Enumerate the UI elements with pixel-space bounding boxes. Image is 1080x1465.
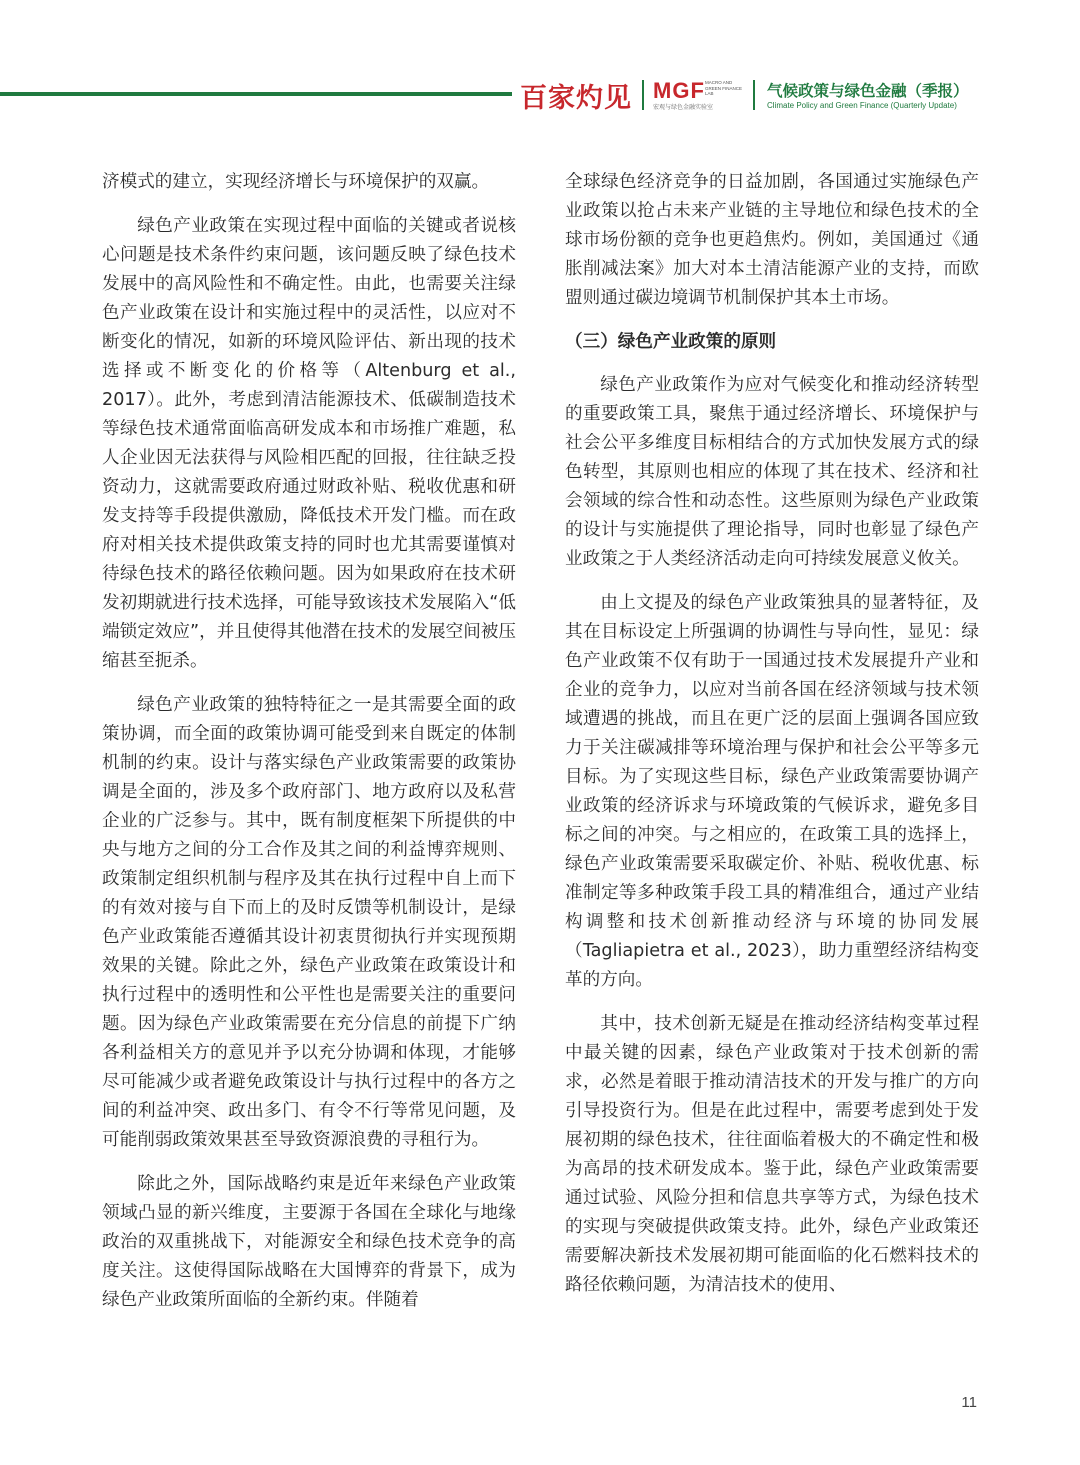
header-green-rule [0, 92, 512, 96]
paragraph: 济模式的建立，实现经济增长与环境保护的双赢。 [102, 172, 490, 192]
right-column [565, 168, 979, 1315]
mgf-logo-text: MGF [653, 78, 705, 103]
mgf-logo-subtitle: 宏观与绿色金融实验室 [653, 104, 714, 111]
paragraph: 绿色产业政策在实现过程中面临的关键或者说核心问题是技术条件约束问题，该问题反映了绿色技术发展中的高风险性和不确定性。由此，也需要关注绿色产业政策在设计和实施过程中的灵活性，以应对不断变化的情况，如新的环境风险评估、新出现的技术选择或不断变化的价格等（Altenburg et al., 2017）。此外，考虑到清洁能源技术、低碳制造技术等绿色技术通常面临高研发成本和市场推广难题，私人企业因无法获得与风险相匹配的回报，往往缺乏投资动力，这就需要政府通过财政补贴、税收优惠和研发支持等手段提供激励，降低技术开发门槛。而在政府对相关技术提供政策支持的同时也尤其需要谨慎对待绿色技术的路径依赖问题。因为如果政府在技术研发初期就进行技术选择，可能导致该技术发展陷入“低端锁定效应”，并且使得其他潜在技术的发展空间被压缩甚至扼杀。 [102, 216, 516, 671]
paragraph: 由上文提及的绿色产业政策独具的显著特征，及其在目标设定上所强调的协调性与导向性，显见：绿色产业政策不仅有助于一国通过技术发展提升产业和企业的竞争力，以应对当前各国在经济领域与技术领域遭遇的挑战，而且在更广泛的层面上强调各国应致力于关注碳减排等环境治理与保护和社会公平等多元目标。为了实现这些目标，绿色产业政策需要协调产业政策的经济诉求与环境政策的气候诉求，避免多目标之间的冲突。与之相应的，在政策工具的选择上，绿色产业政策需要采取碳定价、补贴、税收优惠、标准制定等多种政策手段工具的精准组合，通过产业结构调整和技术创新推动经济与环境的协同发展（Tagliapietra et al., 2023），助力重塑经济结构变革的方向。 [565, 593, 979, 990]
publication-subtitle: Climate Policy and Green Finance (Quarterly Update) [767, 101, 957, 110]
brand-title: 百家灼见 [520, 83, 632, 114]
left-column [102, 168, 516, 1330]
mgf-logo-small-text: MACRO AND GREEN FINANCE LAB [705, 80, 743, 96]
paragraph: 全球绿色经济竞争的日益加剧，各国通过实施绿色产业政策以抢占未来产业链的主导地位和绿色技术的全球市场份额的竞争也更趋焦灼。例如，美国通过《通胀削减法案》加大对本土清洁能源产业的支持，而欧盟则通过碳边境调节机制保护其本土市场。 [565, 172, 979, 308]
paragraph: 其中，技术创新无疑是在推动经济结构变革过程中最关键的因素，绿色产业政策对于技术创新的需求，必然是着眼于推动清洁技术的开发与推广的方向引导投资行为。但是在此过程中，需要考虑到处于发展初期的绿色技术，往往面临着极大的不确定性和极为高昂的技术研发成本。鉴于此，绿色产业政策需要通过试验、风险分担和信息共享等方式，为绿色技术的实现与突破提供政策支持。此外，绿色产业政策还需要解决新技术发展初期可能面临的化石燃料技术的路径依赖问题，为清洁技术的使用、 [565, 1014, 979, 1295]
header-separator [753, 80, 755, 110]
header-separator [642, 80, 644, 110]
page-header [0, 0, 1080, 140]
paragraph: 除此之外，国际战略约束是近年来绿色产业政策领域凸显的新兴维度，主要源于各国在全球化与地缘政治的双重挑战下，对能源安全和绿色技术竞争的高度关注。这使得国际战略在大国博弈的背景下，成为绿色产业政策所面临的全新约束。伴随着 [102, 1174, 516, 1310]
section-heading: （三）绿色产业政策的原则 [565, 332, 777, 352]
paragraph: 绿色产业政策作为应对气候变化和推动经济转型的重要政策工具，聚焦于通过经济增长、环境保护与社会公平多维度目标相结合的方式加快发展方式的绿色转型，其原则也相应的体现了其在技术、经济和社会领域的综合性和动态性。这些原则为绿色产业政策的设计与实施提供了理论指导，同时也彰显了绿色产业政策之于人类经济活动走向可持续发展意义攸关。 [565, 375, 979, 569]
page-number: 11 [961, 1394, 977, 1411]
paragraph: 绿色产业政策的独特特征之一是其需要全面的政策协调，而全面的政策协调可能受到来自既定的体制机制的约束。设计与落实绿色产业政策需要的政策协调是全面的，涉及多个政府部门、地方政府以及私营企业的广泛参与。其中，既有制度框架下所提供的中央与地方之间的分工合作及其之间的利益博弈规则、政策制定组织机制与程序及其在执行过程中自上而下的有效对接与自下而上的及时反馈等机制设计，是绿色产业政策能否遵循其设计初衷贯彻执行并实现预期效果的关键。除此之外，绿色产业政策在政策设计和执行过程中的透明性和公平性也是需要关注的重要问题。因为绿色产业政策需要在充分信息的前提下广纳各利益相关方的意见并予以充分协调和体现，才能够尽可能减少或者避免政策设计与执行过程中的各方之间的利益冲突、政出多门、有令不行等常见问题，及可能削弱政策效果甚至导致资源浪费的寻租行为。 [102, 695, 516, 1150]
publication-title: 气候政策与绿色金融（季报） [767, 82, 969, 100]
mgf-logo [653, 78, 745, 112]
